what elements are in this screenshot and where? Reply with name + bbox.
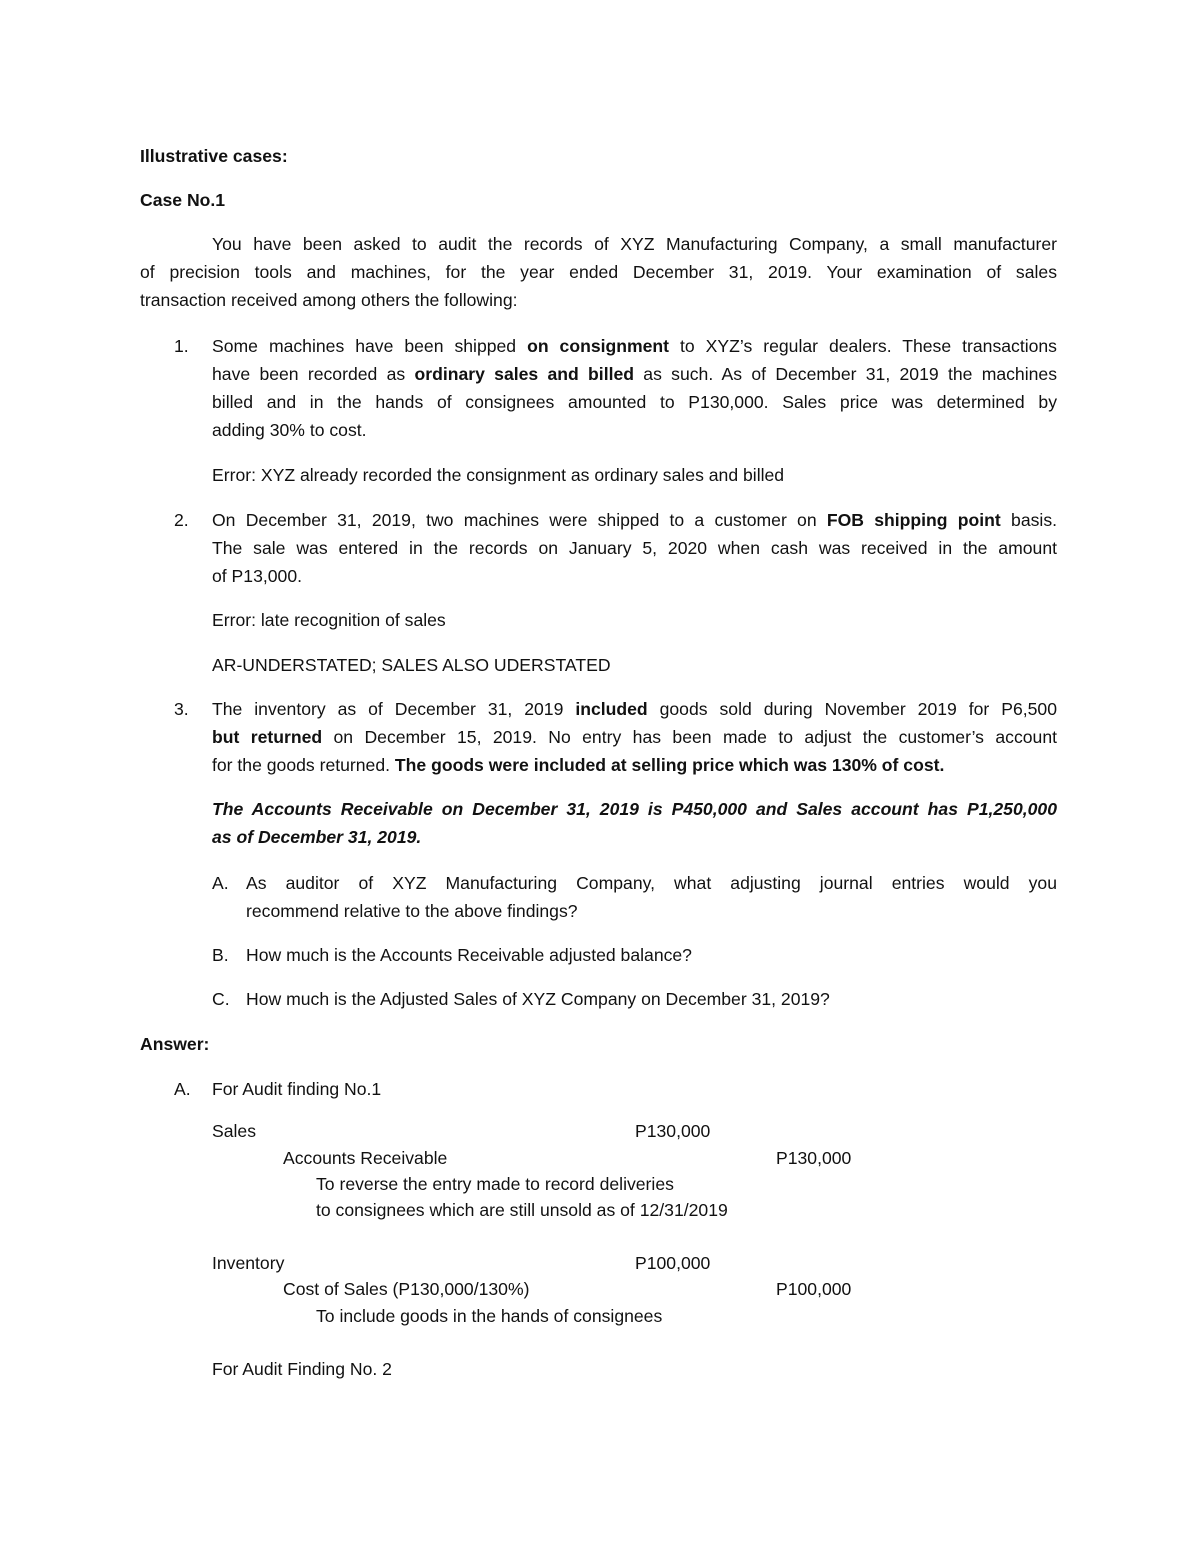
entry-1-memo-line-2: to consignees which are still unsold as of 12/31/2019 [316,1200,728,1220]
item-2-line-2: The sale was entered in the records on January 5, 2020 when cash was received in the amount [212,538,1057,558]
item-3-line-3-b: The goods were included at selling price which was 130% of cost. [394,755,945,775]
intro-paragraph [140,233,1057,283]
item-3-line-3-a: for the goods returned. [212,755,395,775]
item-3-line-1-b: included [575,699,648,719]
answer-label: Answer: [140,1034,210,1054]
item-2-line-1 [212,509,1057,531]
question-a-line-2: recommend relative to the above findings? [246,901,578,921]
item-3-bold-line-2: as of December 31, 2019. [212,827,422,847]
item-1-line-1-c: to XYZ’s regular dealers. These transactions [669,336,1057,356]
item-1-line-2 [212,363,1057,385]
entry-1-debit-amount: P130,000 [635,1121,711,1141]
item-2-error: Error: late recognition of sales [212,610,446,630]
case-title: Case No.1 [140,190,226,210]
item-3-line-2 [212,726,1057,748]
item-2-line-1-a: On December 31, 2019, two machines were shipped to a customer on [212,510,827,530]
item-1-text [212,335,1057,413]
question-b-text: How much is the Accounts Receivable adjusted balance? [246,945,692,965]
item-1-line-1-a: Some machines have been shipped [212,336,528,356]
item-3-text [212,698,1057,748]
item-2-line-3: of P13,000. [212,566,302,586]
answer-letter-a: A. [174,1079,191,1099]
item-1-line-2-b: ordinary sales and billed [414,364,634,384]
item-3-bold-line-1: The Accounts Receivable on December 31, 2019 is P450,000 and Sales account has P1,250,000 [212,799,1057,819]
question-a-line-1: As auditor of XYZ Manufacturing Company, what adjusting journal entries would you [246,873,1057,893]
item-2-line-1-c: basis. [1000,510,1058,530]
item-3-line-2-b: on December 15, 2019. No entry has been made to adjust the customer’s account [322,727,1057,747]
item-number-3: 3. [174,699,189,719]
item-number-2: 2. [174,510,189,530]
entry-1-debit-account: Sales [212,1121,257,1141]
item-1-line-1 [212,335,1057,357]
intro-line-1: You have been asked to audit the records of XYZ Manufacturing Company, a small manufacturer [212,234,1057,254]
item-3-line-1-c: goods sold during November 2019 for P6,500 [647,699,1057,719]
heading: Illustrative cases: [140,146,288,166]
item-3-line-1-a: The inventory as of December 31, 2019 [212,699,576,719]
entry-2-debit-account: Inventory [212,1253,285,1273]
question-letter-b: B. [212,945,229,965]
item-3-line-1 [212,698,1057,720]
entry-2-credit-account: Cost of Sales (P130,000/130%) [283,1279,530,1299]
entry-2-credit-amount: P100,000 [776,1279,852,1299]
question-letter-c: C. [212,989,230,1009]
audit-finding-2-title: For Audit Finding No. 2 [212,1359,392,1379]
item-1-line-3: billed and in the hands of consignees amounted to P130,000. Sales price was determined by [212,392,1057,412]
item-1-line-2-a: have been recorded as [212,364,415,384]
question-a-text [246,872,1057,894]
audit-finding-1-title: For Audit finding No.1 [212,1079,382,1099]
entry-1-memo-line-1: To reverse the entry made to record deliveries [316,1174,674,1194]
item-3-line-3 [212,754,944,776]
item-2-line-1-b: FOB shipping point [826,510,1001,530]
entry-2-debit-amount: P100,000 [635,1253,711,1273]
intro-line-3: transaction received among others the following: [140,290,518,310]
item-number-1: 1. [174,336,189,356]
item-3-line-2-a: but returned [212,727,323,747]
entry-1-credit-account: Accounts Receivable [283,1148,448,1168]
entry-2-memo-line-1: To include goods in the hands of consignees [316,1306,663,1326]
item-1-line-4: adding 30% to cost. [212,420,367,440]
question-c-text: How much is the Adjusted Sales of XYZ Company on December 31, 2019? [246,989,830,1009]
question-letter-a: A. [212,873,229,893]
item-2-text [212,509,1057,559]
intro-line-2: of precision tools and machines, for the year ended December 31, 2019. Your examination of sales [140,262,1057,282]
entry-1-credit-amount: P130,000 [776,1148,852,1168]
item-2-note: AR-UNDERSTATED; SALES ALSO UDERSTATED [212,655,611,675]
item-1-line-1-b: on consignment [527,336,670,356]
item-1-line-2-c: as such. As of December 31, 2019 the machines [634,364,1057,384]
item-1-error: Error: XYZ already recorded the consignment as ordinary sales and billed [212,465,785,485]
item-3-bold-note [212,798,1057,820]
